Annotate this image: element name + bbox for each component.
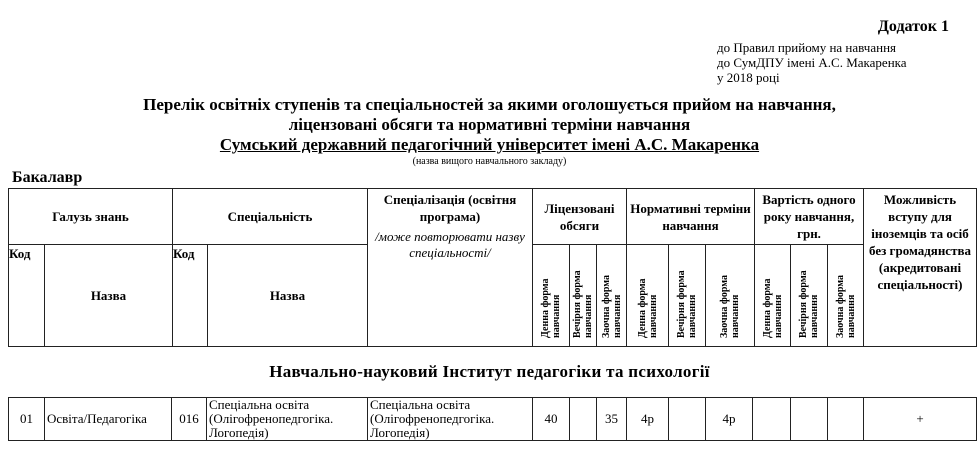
- header-term-evening: [669, 245, 706, 347]
- appendix-title: Додаток 1: [877, 18, 949, 35]
- institute-heading: Навчально-науковий Інститут педагогіки та психології: [269, 362, 710, 381]
- specialization-cell: Спеціальна освіта (Олігофренопедгогіка. Логопедія): [368, 398, 533, 441]
- field-name-cell: Освіта/Педагогіка: [45, 398, 172, 441]
- header-field-code: Код: [9, 245, 45, 347]
- document-title-line1: Перелік освітніх ступенів та спеціальностей за якими оголошується прийом на навчання,: [143, 95, 836, 114]
- header-field: Галузь знань: [9, 189, 173, 245]
- header-lic-extra-label: Заочна форма навчання: [600, 275, 623, 338]
- header-term-evening-label: Вечірня форма навчання: [676, 270, 698, 338]
- header-term-extra: [706, 245, 755, 347]
- table-row: [9, 398, 977, 441]
- header-lic-day-label: Денна форма навчання: [540, 278, 562, 338]
- cost-day-cell: [753, 398, 791, 441]
- header-spec-name: Назва: [208, 245, 368, 347]
- term-evening-cell: [669, 398, 706, 441]
- appendix-note-line: у 2018 році: [717, 70, 780, 85]
- header-terms: Нормативні терміни навчання: [627, 189, 755, 245]
- data-table: [8, 397, 977, 441]
- header-foreigners: Можливість вступу для іноземців та осіб без громадянства (акредитовані спеціальності): [864, 189, 977, 347]
- header-specialization-label: Спеціалізація (освітня програма): [383, 192, 517, 224]
- header-cost-extra: [828, 245, 864, 347]
- lic-evening-cell: [570, 398, 597, 441]
- field-code-cell: 01: [9, 398, 45, 441]
- header-specialty: Спеціальність: [173, 189, 368, 245]
- cost-extra-cell: [828, 398, 864, 441]
- header-lic-extra: [597, 245, 627, 347]
- spec-name-cell: Спеціальна освіта (Олігофренопедгогіка. Логопедія): [207, 398, 368, 441]
- header-specialization-note: /може повторювати назву спеціальності/: [375, 229, 525, 260]
- term-day-cell: 4р: [627, 398, 669, 441]
- document-title-line2: ліцензовані обсяги та нормативні терміни навчання: [288, 115, 691, 134]
- header-cost-extra-label: Заочна форма навчання: [834, 275, 857, 338]
- appendix-note-line: до Правил прийому на навчання: [717, 40, 897, 55]
- university-caption: (назва вищого навчального закладу): [412, 156, 567, 167]
- header-lic-day: [533, 245, 570, 347]
- header-cost-day-label: Денна форма навчання: [761, 278, 784, 338]
- header-lic-evening-label: Вечірня форма навчання: [572, 270, 594, 338]
- header-cost-evening-label: Вечірня форма навчання: [798, 270, 820, 338]
- header-table: [8, 188, 977, 347]
- spec-code-cell: 016: [172, 398, 207, 441]
- header-cost-day: [755, 245, 791, 347]
- header-field-name: Назва: [45, 245, 173, 347]
- header-specialization: [368, 189, 533, 347]
- header-lic-evening: [570, 245, 597, 347]
- appendix-note-line: до СумДПУ імені А.С. Макаренка: [717, 55, 907, 70]
- degree-label: Бакалавр: [12, 169, 83, 186]
- lic-extra-cell: 35: [597, 398, 627, 441]
- foreigners-cell: +: [864, 398, 977, 441]
- header-spec-code: Код: [173, 245, 208, 347]
- header-licensed: Ліцензовані обсяги: [533, 189, 627, 245]
- term-extra-cell: 4р: [706, 398, 753, 441]
- header-term-day-label: Денна форма навчання: [636, 278, 659, 338]
- university-name: Сумський державний педагогічний університет імені А.С. Макаренка: [219, 135, 760, 154]
- header-cost-evening: [791, 245, 828, 347]
- header-term-day: [627, 245, 669, 347]
- cost-evening-cell: [791, 398, 828, 441]
- header-term-extra-label: Заочна форма навчання: [719, 275, 741, 338]
- lic-day-cell: 40: [533, 398, 570, 441]
- header-cost: Вартість одного року навчання, грн.: [755, 189, 864, 245]
